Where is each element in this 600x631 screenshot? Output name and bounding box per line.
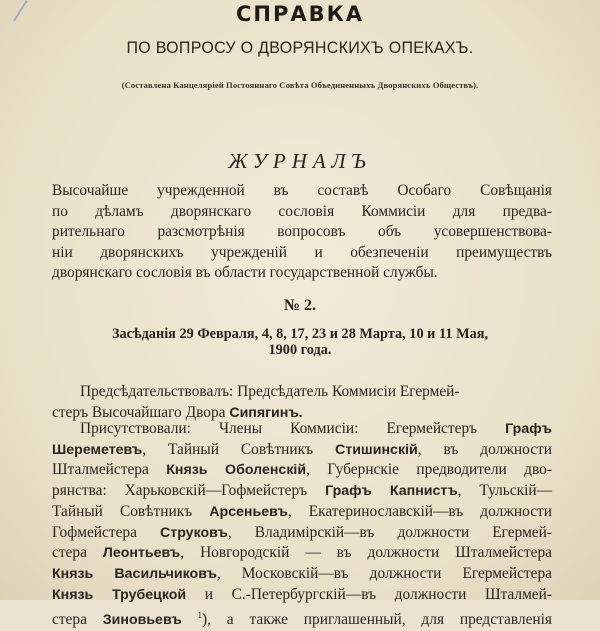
present-line <box>52 502 552 523</box>
present-line <box>52 419 552 440</box>
present-line <box>52 564 552 585</box>
present-text: Гофмейстера <box>52 523 160 541</box>
present-text: Тайный Совѣтникъ <box>52 502 210 520</box>
present-text: , Владимiрскiй—въ должности Егермей- <box>227 523 552 541</box>
present-name: Леонтьевъ <box>102 545 181 562</box>
footnote-marker: 1 <box>197 610 202 621</box>
present-line <box>52 605 552 631</box>
present-line <box>52 585 552 606</box>
present-name: Зиновьевъ <box>102 612 182 629</box>
session-line: 1900 года. <box>268 342 332 358</box>
present-line <box>52 481 552 502</box>
journal-heading: ЖУРНАЛЪ <box>228 149 372 173</box>
present-name: Арсеньевъ <box>209 503 288 520</box>
present-text: , Новгородскiй — въ должности Шталмейстера <box>180 544 553 562</box>
intro-line: дворянскаго сословiя въ области государственной службы. <box>52 264 438 281</box>
present-name: Князь Оболенскiй <box>166 462 307 479</box>
present-name: Графъ Капнистъ <box>325 483 458 500</box>
chair-line: Предсѣдательствовалъ: Предсѣдатель Коммисiи Егермей- <box>80 383 460 400</box>
present-name: Князь Васильчиковъ <box>52 565 217 582</box>
present-text: , Губернскiе предводители дво- <box>306 461 552 479</box>
intro-line: рительнаго разсмотрѣнiя вопросовъ объ усовершенствова- <box>52 223 552 240</box>
present-name: Струковъ <box>160 524 228 541</box>
session-line: Засѣданiя 29 Февраля, 4, 8, 17, 23 и 28 Марта, 10 и 11 Мая, <box>111 326 489 342</box>
intro-line: Высочайше учрежденной въ составѣ Особаго Совѣщанiя <box>52 182 552 199</box>
present-name: Князь Трубецкой <box>52 586 187 603</box>
document-subtitle: ПО ВОПРОСУ О ДВОРЯНСКИХЪ ОПЕКАХЪ. <box>126 39 474 58</box>
present-text: , Тайный Совѣтникъ <box>142 440 336 458</box>
present-line <box>52 440 552 461</box>
present-line <box>52 460 552 481</box>
present-text: , въ должности <box>417 440 552 458</box>
chair-name: Сипягинъ. <box>229 404 303 421</box>
present-text: стера <box>52 544 103 562</box>
present-name: Стишинскiй <box>335 441 418 458</box>
present-line <box>52 543 552 564</box>
journal-number: № 2. <box>283 297 317 314</box>
present-text: , Московскiй—въ должности Егермейстера <box>216 564 552 582</box>
present-text: и С.-Петербургскiй—въ должности Шталмей- <box>186 585 552 603</box>
present-name: Графъ <box>505 421 552 437</box>
chair-text: стеръ Высочайшаго Двора <box>52 403 230 421</box>
present-name: Шереметевъ <box>52 441 143 458</box>
compiled-note: (Составлена Канцелярiей Постояннаго Совѣта Объединенныхъ Дворянскихъ Обществъ). <box>121 80 479 90</box>
chair-paragraph <box>52 382 552 423</box>
present-paragraph <box>52 419 552 631</box>
present-text: , Тульскiй— <box>457 482 552 500</box>
present-text: , Екатеринославскiй—въ должности <box>287 502 552 520</box>
present-text: Присутствовали: Члены Коммисiи: Егермейстеръ <box>80 420 506 437</box>
intro-line: по дѣламъ дворянскаго сословiя Коммисiи для предва- <box>52 202 552 220</box>
present-text: Шталмейстера <box>52 461 167 479</box>
intro-line: нiи дворянскихъ учрежденiй и обезпеченiи преимуществъ <box>52 243 552 261</box>
present-text: стера <box>52 611 103 629</box>
session-dates <box>0 326 600 358</box>
present-text: рянства: Харьковскiй—Гофмейстеръ <box>52 482 308 500</box>
present-line <box>52 523 552 544</box>
present-text: ), а также приглашенный, для представленiя <box>202 611 552 629</box>
journal-intro <box>52 181 552 284</box>
document-title: СПРАВКА <box>235 2 365 26</box>
